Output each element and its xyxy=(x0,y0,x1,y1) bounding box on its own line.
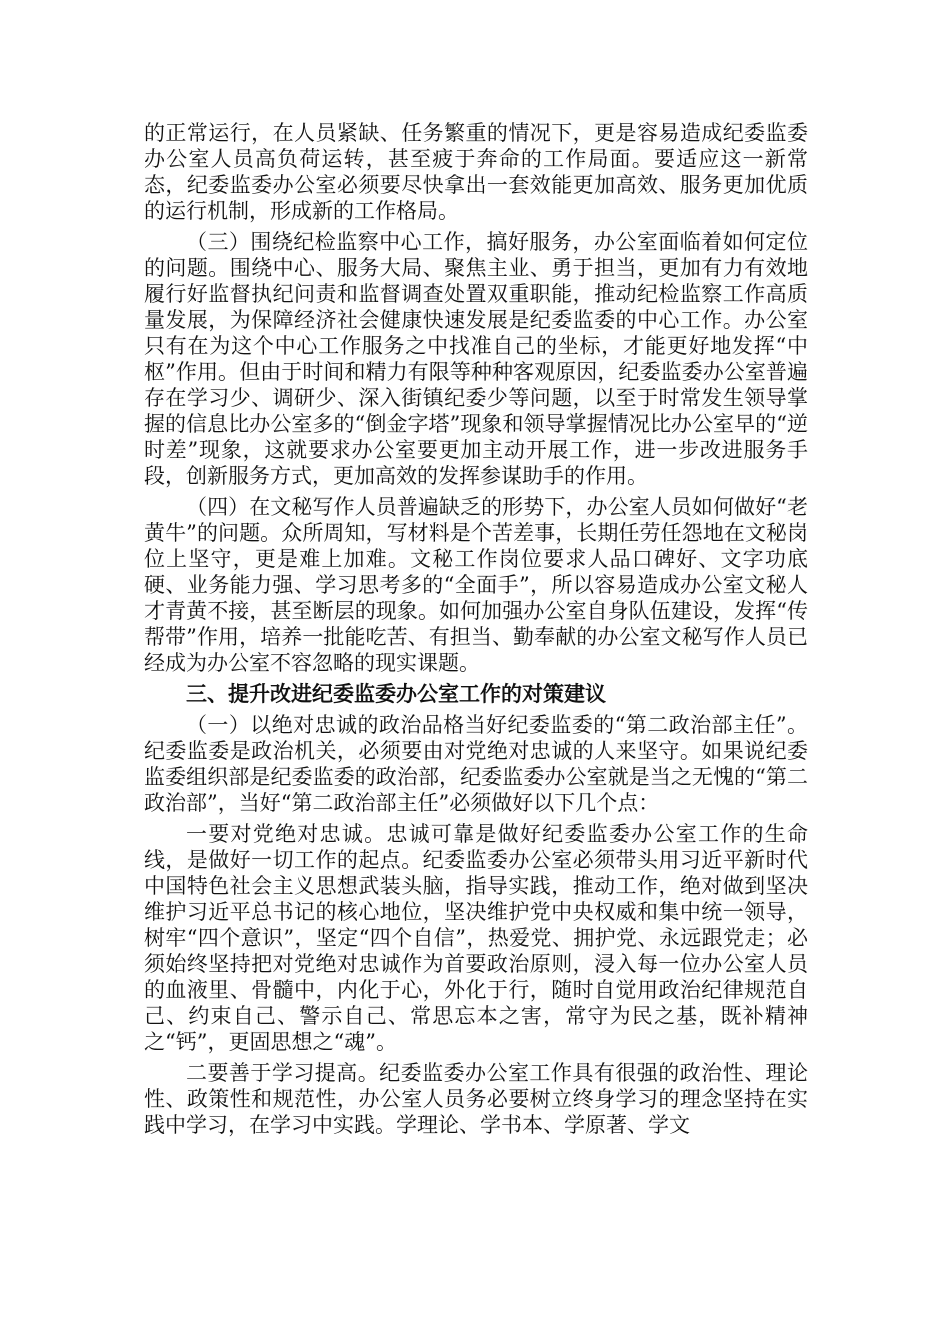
paragraph-continuation: 的正常运行，在人员紧缺、任务繁重的情况下，更是容易造成纪委监委办公室人员高负荷运转，甚至疲于奔命的工作局面。要适应这一新常态，纪委监委办公室必须要尽快拿出一套效能更加高效、服务更加优质的运行机制，形成新的工作格局。 xyxy=(144,121,808,223)
paragraph-section-3: （三）围绕纪检监察中心工作，搞好服务，办公室面临着如何定位的问题。围绕中心、服务大局、聚焦主业、勇于担当，更加有力有效地履行好监督执纪问责和监督调查处置双重职能，推动纪检监察工作高质量发展，为保障经济社会健康快速发展是纪委监委的中心工作。办公室只有在为这个中心工作服务之中找准自己的坐标，才能更好地发挥“中枢”作用。但由于时间和精力有限等种种客观原因，纪委监委办公室普遍存在学习少、调研少、深入街镇纪委少等问题，以至于时常发生领导掌握的信息比办公室多的“倒金字塔”现象和领导掌握情况比办公室早的“逆时差”现象，这就要求办公室要更加主动开展工作，进一步改进服务手段，创新服务方式，更加高效的发挥参谋助手的作用。 xyxy=(144,230,808,488)
paragraph-loyalty: 一要对党绝对忠诚。忠诚可靠是做好纪委监委办公室工作的生命线，是做好一切工作的起点。纪委监委办公室必须带头用习近平新时代中国特色社会主义思想武装头脑，指导实践，推动工作，绝对做到坚决维护习近平总书记的核心地位，坚决维护党中央权威和集中统一领导，树牢“四个意识”，坚定“四个自信”，热爱党、拥护党、永远跟党走；必须始终坚持把对党绝对忠诚作为首要政治原则，浸入每一位办公室人员的血液里、骨髓中，内化于心，外化于行，随时自觉用政治纪律规范自己、约束自己、警示自己、常思忘本之害，常守为民之基，既补精神之“钙”，更固思想之“魂”。 xyxy=(144,822,808,1054)
paragraph-learning: 二要善于学习提高。纪委监委办公室工作具有很强的政治性、理论性、政策性和规范性，办公室人员务必要树立终身学习的理念坚持在实践中学习，在学习中实践。学理论、学书本、学原著、学文 xyxy=(144,1061,808,1137)
paragraph-section-4: （四）在文秘写作人员普遍缺乏的形势下，办公室人员如何做好“老黄牛”的问题。众所周知，写材料是个苦差事，长期任劳任怨地在文秘岗位上坚守，更是难上加难。文秘工作岗位要求人品口碑好、文字功底硬、业务能力强、学习思考多的“全面手”，所以容易造成办公室文秘人才青黄不接，甚至断层的现象。如何加强办公室自身队伍建设，发挥“传帮带”作用，培养一批能吃苦、有担当、勤奉献的办公室文秘写作人员已经成为办公室不容忽略的现实课题。 xyxy=(144,495,808,675)
section-heading: 三、提升改进纪委监委办公室工作的对策建议 xyxy=(186,681,606,706)
paragraph-suggestion-1: （一）以绝对忠诚的政治品格当好纪委监委的“第二政治部主任”。纪委监委是政治机关，必须要由对党绝对忠诚的人来坚守。如果说纪委监委组织部是纪委监委的政治部，纪委监委办公室就是当之无愧的“第二政治部”，当好“第二政治部主任”必须做好以下几个点： xyxy=(144,713,808,815)
document-page xyxy=(144,120,808,1143)
